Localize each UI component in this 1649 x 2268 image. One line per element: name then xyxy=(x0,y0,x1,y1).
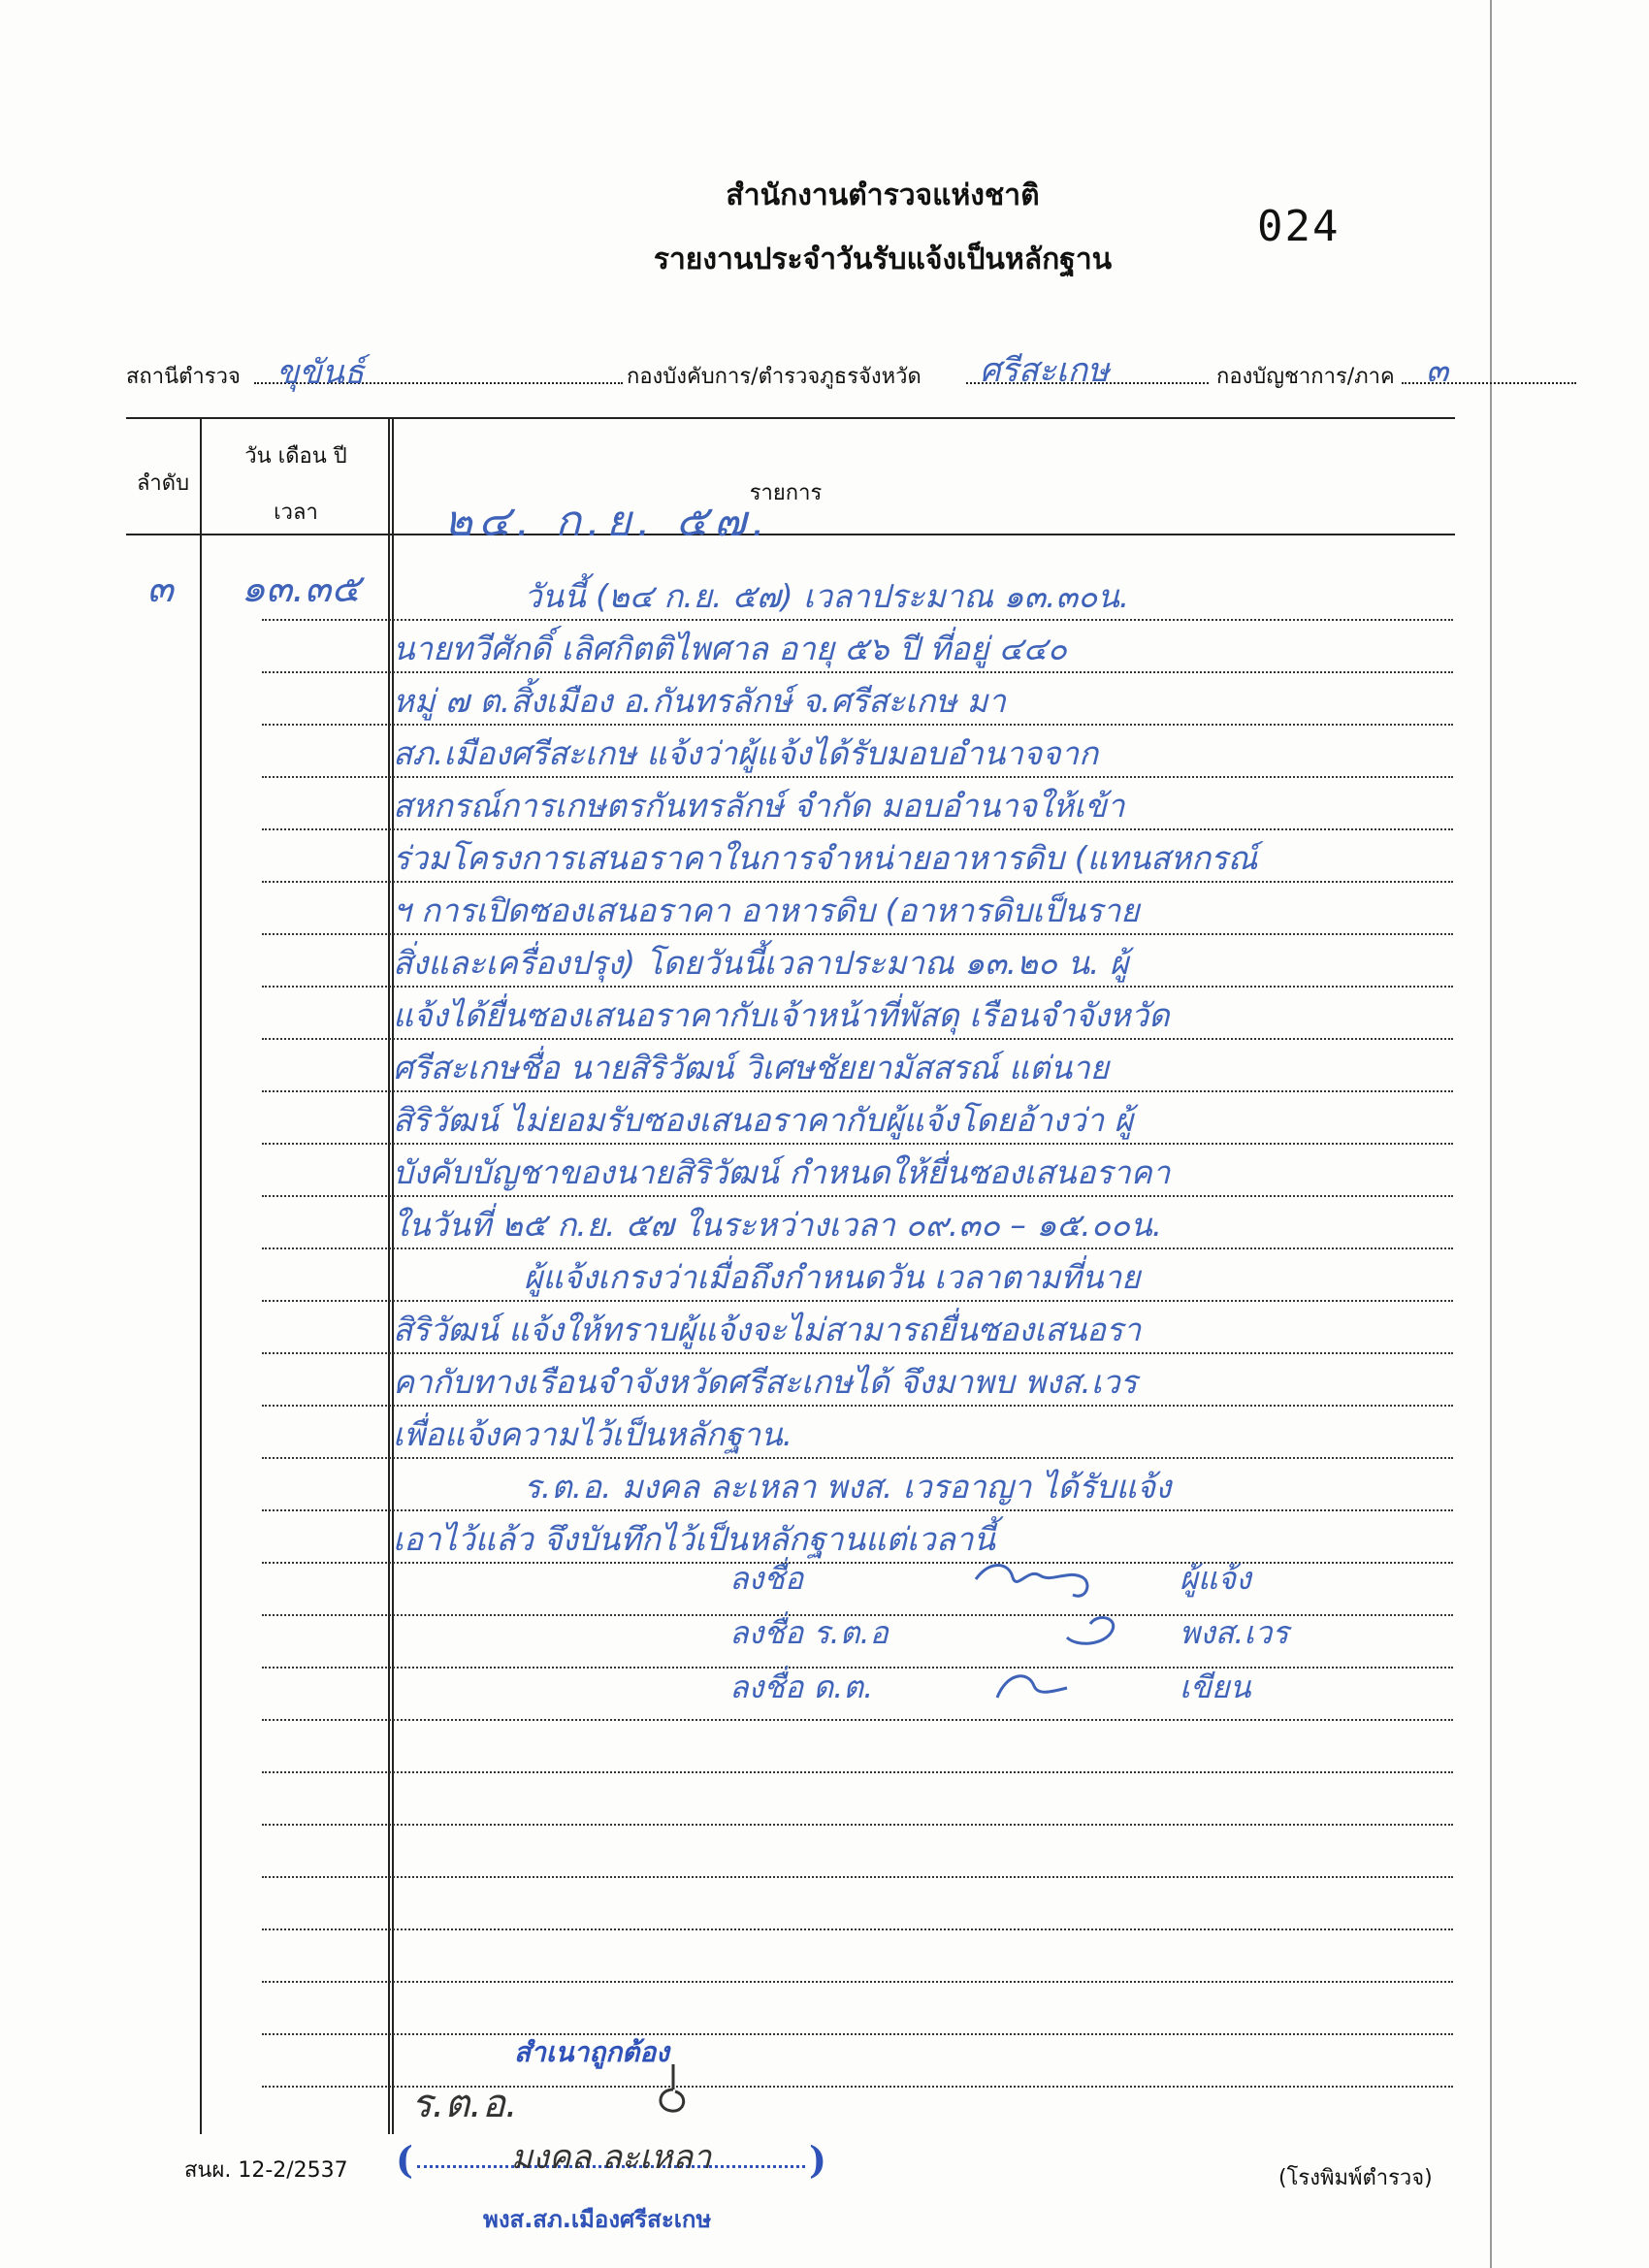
col-date-header: วัน เดือน ปี xyxy=(244,444,347,469)
entry-line: วันนี้ (๒๔ ก.ย. ๕๗) เวลาประมาณ ๑๓.๓๐น. xyxy=(524,577,1130,615)
paren-left: ( xyxy=(396,2138,413,2182)
ruled-line xyxy=(262,1876,1453,1878)
bureau-value: ๓ xyxy=(1426,351,1449,390)
org-title: สำนักงานตำรวจแห่งชาติ xyxy=(726,178,1040,212)
entry-line: ร.ต.อ. มงคล ละเหลา พงส. เวรอาญา ได้รับแจ้ง xyxy=(524,1468,1172,1506)
signature-role-writer: เขียน xyxy=(1180,1669,1251,1705)
signature-informant xyxy=(970,1550,1125,1604)
col-order-header: ลำดับ xyxy=(136,471,190,496)
station-value: ขุขันธ์ xyxy=(276,353,365,392)
table-top-rule xyxy=(126,417,1455,419)
paren-right: ) xyxy=(809,2138,826,2182)
signature-role-informant: ผู้แจ้ง xyxy=(1180,1560,1251,1597)
ruled-line xyxy=(262,1771,1453,1773)
certifier-name: มงคล ละเหลา xyxy=(417,2130,805,2168)
page-edge-line xyxy=(1490,0,1492,2268)
ruled-line xyxy=(262,1719,1453,1721)
table-header-rule xyxy=(126,534,1455,535)
entry-line: สหกรณ์การเกษตรกันทรลักษ์ จำกัด มอบอำนาจให้เข้า xyxy=(393,787,1125,825)
certifier-rank: ร.ต.อ. xyxy=(411,2082,518,2126)
entry-line: หมู่ ๗ ต.สิ้งเมือง อ.กันทรลักษ์ จ.ศรีสะเกษ มา xyxy=(393,682,1006,720)
report-title: รายงานประจำวันรับแจ้งเป็นหลักฐาน xyxy=(653,243,1113,276)
station-label: สถานีตำรวจ xyxy=(126,365,241,389)
col-time-header: เวลา xyxy=(274,501,318,525)
entry-line: เอาไว้แล้ว จึงบันทึกไว้เป็นหลักฐานแต่เวลานี้ xyxy=(393,1520,995,1558)
entry-time: ๑๓.๓๕ xyxy=(241,567,361,611)
entry-line: แจ้งได้ยื่นซองเสนอราคากับเจ้าหน้าที่พัสดุ เรือนจำจังหวัด xyxy=(393,996,1170,1034)
ruled-line xyxy=(262,1981,1453,1983)
signature-role-officer: พงส.เวร xyxy=(1180,1614,1289,1651)
station-row xyxy=(126,349,1455,392)
printer-name: (โรงพิมพ์ตำรวจ) xyxy=(1278,2166,1433,2190)
entry-line: นายทวีศักดิ์ เลิศกิตติไพศาล อายุ ๕๖ ปี ที่อยู่ ๔๔๐ xyxy=(393,630,1067,667)
entry-line: สิริวัฒน์ แจ้งให้ทราบผู้แจ้งจะไม่สามารถยื่นซองเสนอรา xyxy=(393,1311,1142,1348)
entry-line: ผู้แจ้งเกรงว่าเมื่อถึงกำหนดวัน เวลาตามที่นาย xyxy=(524,1258,1141,1296)
col-details-header: รายการ xyxy=(749,481,823,505)
entry-line: คากับทางเรือนจำจังหวัดศรีสะเกษได้ จึงมาพบ พงส.เวร xyxy=(393,1363,1138,1401)
entry-line: ในวันที่ ๒๕ ก.ย. ๕๗ ในระหว่างเวลา ๐๙.๓๐ – ๑๕.๐๐น. xyxy=(393,1206,1163,1244)
entry-date: ๒๔. ก.ย. ๕๗. xyxy=(444,497,772,546)
entry-line: สภ.เมืองศรีสะเกษ แจ้งว่าผู้แจ้งได้รับมอบอำนาจจาก xyxy=(393,734,1099,772)
form-number: สนผ. 12-2/2537 xyxy=(184,2158,348,2183)
signature-label-informant: ลงชื่อ xyxy=(729,1560,804,1597)
entry-line: บังคับบัญชาของนายสิริวัฒน์ กำหนดให้ยื่นซองเสนอราคา xyxy=(393,1153,1171,1191)
certifier-station: พงส.สภ.เมืองศรีสะเกษ xyxy=(483,2206,712,2233)
signature-writer xyxy=(989,1663,1086,1705)
entry-line: ศรีสะเกษชื่อ นายสิริวัฒน์ วิเศษชัยยามัสสรณ์ แต่นาย xyxy=(393,1049,1110,1086)
ruled-line xyxy=(262,2033,1453,2035)
entry-line: เพื่อแจ้งความไว้เป็นหลักฐาน. xyxy=(393,1415,793,1453)
entry-line: ร่วมโครงการเสนอราคาในการจำหน่ายอาหารดิบ (แทนสหกรณ์ xyxy=(393,839,1258,877)
division-label: กองบังคับการ/ตำรวจภูธรจังหวัด xyxy=(627,365,922,389)
entry-line: สิริวัฒน์ ไม่ยอมรับซองเสนอราคากับผู้แจ้งโดยอ้างว่า ผู้ xyxy=(393,1101,1133,1139)
entry-text xyxy=(393,570,1468,1566)
certifier-signature xyxy=(644,2060,702,2119)
entry-line: ฯ การเปิดซองเสนอราคา อาหารดิบ (อาหารดิบเป็นราย xyxy=(393,891,1140,929)
bureau-label: กองบัญชาการ/ภาค xyxy=(1216,365,1395,389)
col-divider-1 xyxy=(200,417,202,2134)
ruled-line xyxy=(262,1928,1453,1930)
certified-copy-stamp: สำเนาถูกต้อง xyxy=(514,2036,669,2068)
entry-line: สิ่งและเครื่องปรุง) โดยวันนี้เวลาประมาณ ๑๓.๒๐ น. ผู้ xyxy=(393,944,1129,982)
entry-number: ๓ xyxy=(146,567,174,611)
signature-label-officer: ลงชื่อ ร.ต.อ xyxy=(729,1614,889,1651)
signature-label-writer: ลงชื่อ ด.ต. xyxy=(729,1669,874,1705)
ruled-line xyxy=(262,1824,1453,1826)
document-number: 024 xyxy=(1257,202,1341,251)
division-value: ศรีสะเกษ xyxy=(980,351,1110,390)
signature-officer xyxy=(1048,1603,1164,1651)
